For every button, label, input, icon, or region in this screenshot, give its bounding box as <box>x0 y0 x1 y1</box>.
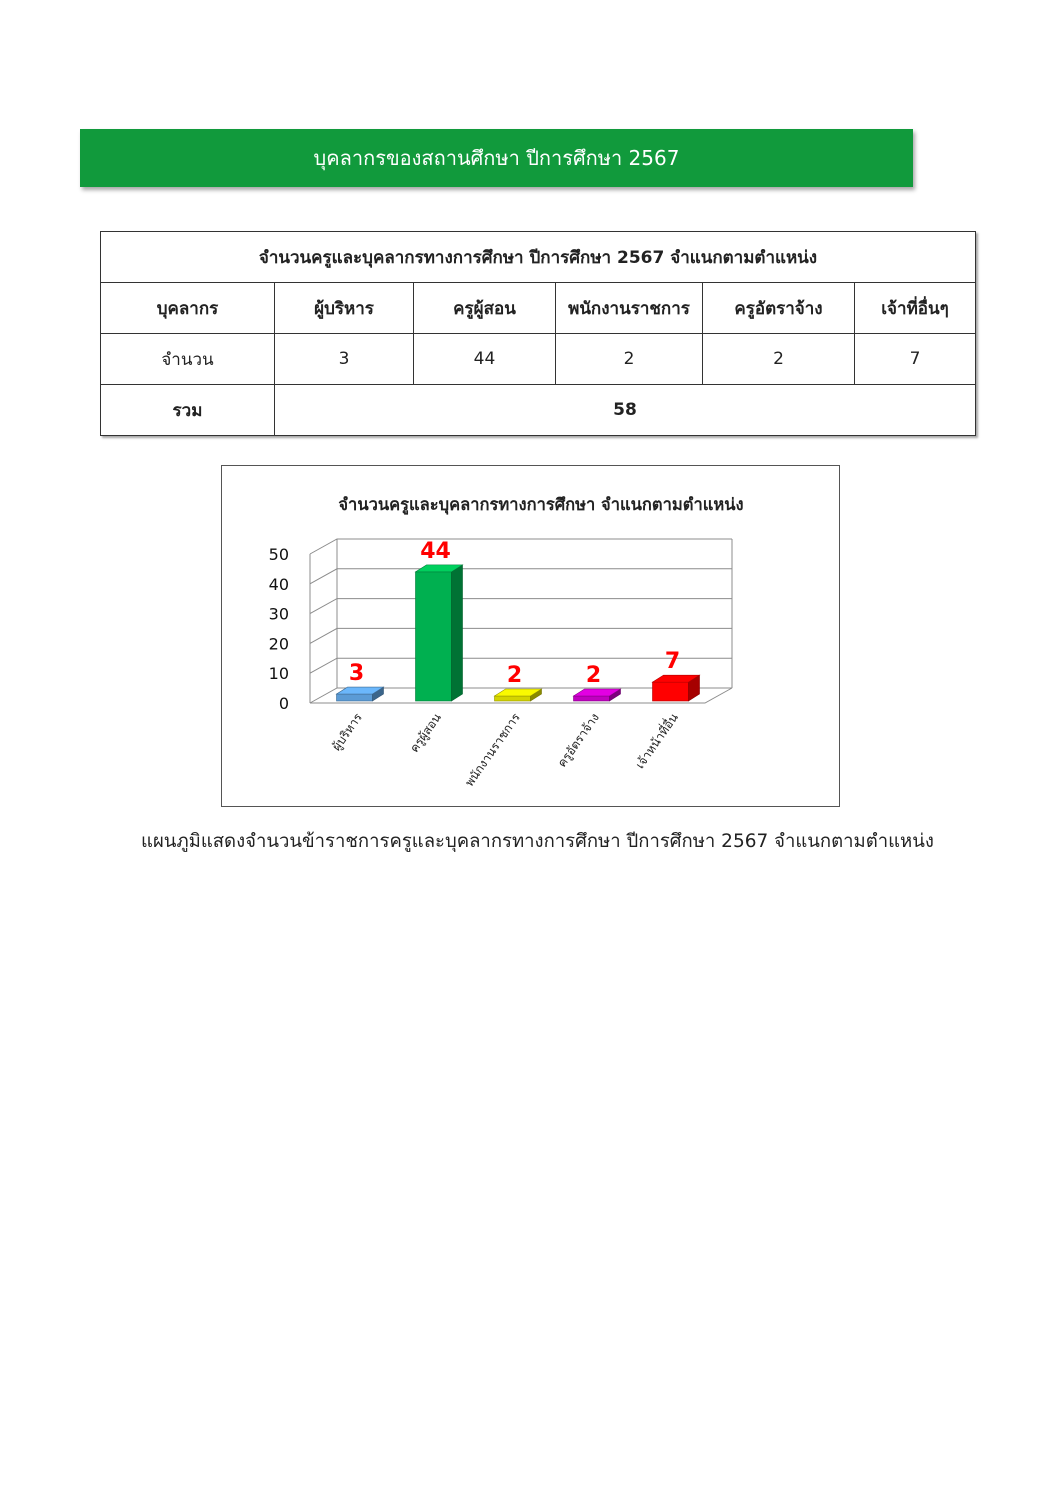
total-value: 58 <box>275 385 976 436</box>
bar <box>574 696 610 701</box>
table-total-row <box>101 385 976 436</box>
value-government-employees: 2 <box>556 334 703 385</box>
banner-title: บุคลากรของสถานศึกษา ปีการศึกษา 2567 <box>313 146 680 170</box>
header-personnel: บุคลากร <box>101 283 275 334</box>
page-banner <box>80 129 913 187</box>
gridline <box>310 628 732 643</box>
table-title: จำนวนครูและบุคลากรทางการศึกษา ปีการศึกษา 2567 จำแนกตามตำแหน่ง <box>101 232 976 283</box>
header-government-employees: พนักงานราชการ <box>556 283 703 334</box>
bar-chart <box>222 466 839 806</box>
y-tick-label: 10 <box>268 664 289 684</box>
value-administrators: 3 <box>275 334 414 385</box>
header-administrators: ผู้บริหาร <box>275 283 414 334</box>
header-teachers: ครูผู้สอน <box>414 283 556 334</box>
personnel-table <box>100 231 976 436</box>
bar <box>337 694 373 701</box>
table-header-row <box>101 283 976 334</box>
bar-side <box>452 565 463 701</box>
y-tick-label: 0 <box>278 694 289 713</box>
x-tick-label: ครูอัตราจ้าง <box>554 710 602 770</box>
total-label: รวม <box>101 385 275 436</box>
x-tick-label: เจ้าหน้าที่อื่น <box>632 710 681 772</box>
data-label: 2 <box>585 663 602 688</box>
x-tick-label: ผู้บริหาร <box>329 710 365 754</box>
table-title-row <box>101 232 976 283</box>
header-other-staff: เจ้าที่อื่นๆ <box>855 283 976 334</box>
gridline <box>310 539 732 554</box>
row-label: จำนวน <box>101 334 275 385</box>
data-label: 7 <box>664 649 681 675</box>
gridline <box>310 599 732 614</box>
bar <box>495 696 531 701</box>
chart-caption: แผนภูมิแสดงจำนวนข้าราชการครูและบุคลากรทางการศึกษา ปีการศึกษา 2567 จำแนกตามตำแหน่ง <box>141 831 934 852</box>
chart-container <box>221 465 840 807</box>
table-row <box>101 334 976 385</box>
x-tick-label: พนักงานราชการ <box>462 710 523 790</box>
value-other-staff: 7 <box>855 334 976 385</box>
gridline <box>310 569 732 584</box>
bar <box>416 572 452 701</box>
bar <box>653 682 689 701</box>
y-tick-label: 50 <box>268 545 289 564</box>
value-contract-teachers: 2 <box>703 334 855 385</box>
data-label: 44 <box>420 538 451 564</box>
y-tick-label: 40 <box>268 574 289 594</box>
y-tick-label: 30 <box>268 604 289 624</box>
data-label: 2 <box>506 663 523 688</box>
chart-title: จำนวนครูและบุคลากรทางการศึกษา จำแนกตามตำแหน่ง <box>338 495 744 514</box>
data-label: 3 <box>348 661 365 687</box>
y-tick-label: 20 <box>268 634 289 654</box>
x-tick-label: ครูผู้สอน <box>407 710 444 755</box>
value-teachers: 44 <box>414 334 556 385</box>
header-contract-teachers: ครูอัตราจ้าง <box>703 283 855 334</box>
